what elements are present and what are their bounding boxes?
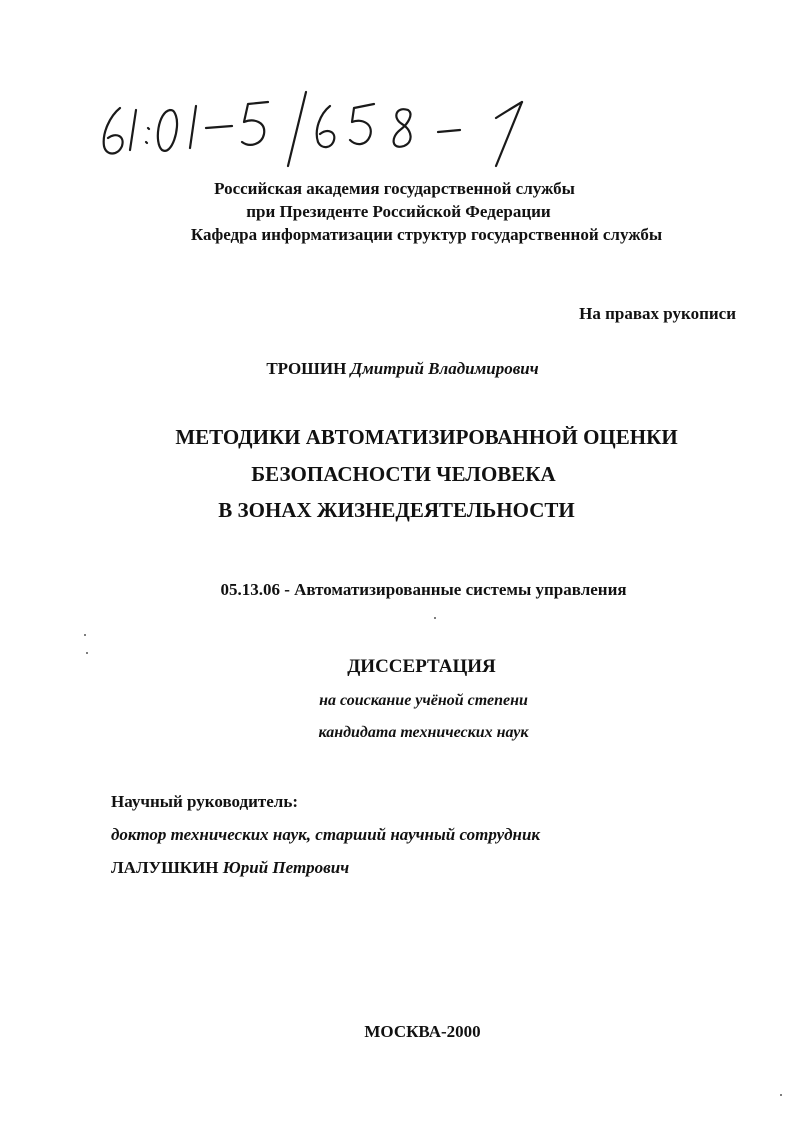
supervisor-given-names: Юрий Петрович (222, 858, 350, 877)
title-line-3: В ЗОНАХ ЖИЗНЕДЕЯТЕЛЬНОСТИ (218, 498, 575, 522)
handwritten-archive-number (92, 88, 532, 168)
document-type: ДИССЕРТАЦИЯ (347, 656, 496, 677)
author-surname: ТРОШИН (266, 359, 347, 378)
scan-speck (780, 1094, 782, 1096)
title-line-1: МЕТОДИКИ АВТОМАТИЗИРОВАННОЙ ОЦЕНКИ (175, 425, 678, 449)
organization-line-3: Кафедра информатизации структур государственной службы (190, 225, 663, 244)
organization-line-2: при Президенте Российской Федерации (246, 202, 551, 221)
supervisor-label: Научный руководитель: (111, 792, 298, 811)
title-line-2: БЕЗОПАСНОСТИ ЧЕЛОВЕКА (251, 462, 556, 486)
specialty-code: 05.13.06 - Автоматизированные системы управления (220, 580, 627, 599)
author-given-names: Дмитрий Владимирович (350, 359, 539, 378)
city-year: МОСКВА-2000 (364, 1022, 481, 1041)
supervisor-name (111, 858, 349, 878)
degree-line-1: на соискание учёной степени (319, 692, 528, 709)
scan-speck (86, 652, 88, 654)
supervisor-surname: ЛАЛУШКИН (111, 858, 219, 877)
manuscript-note: На правах рукописи (579, 304, 736, 323)
scan-speck (434, 617, 436, 619)
supervisor-credentials: доктор технических наук, старший научный сотрудник (111, 825, 541, 844)
scan-speck (84, 634, 86, 636)
author-name (6, 359, 793, 379)
degree-line-2: кандидата технических наук (318, 724, 529, 741)
organization-line-1: Российская академия государственной службы (214, 179, 575, 198)
